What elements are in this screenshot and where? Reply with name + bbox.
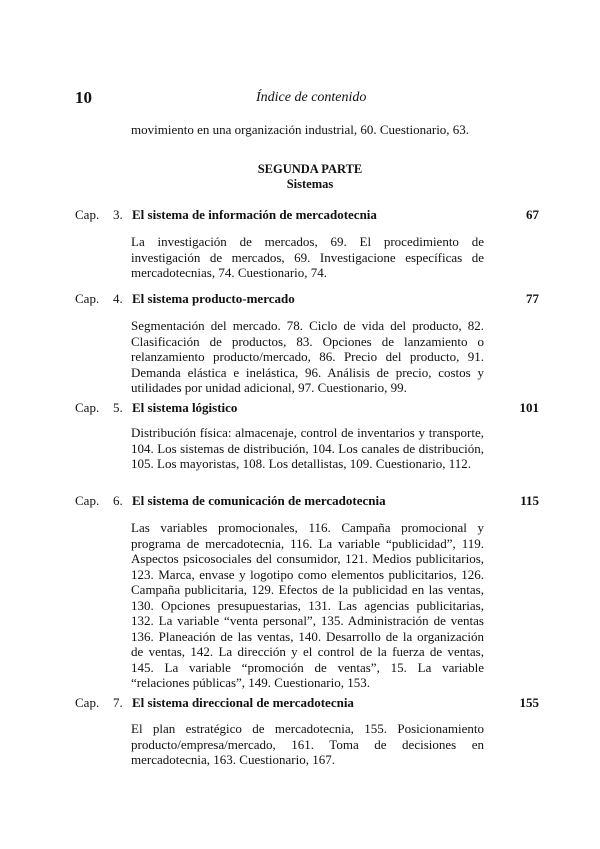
chapter-page: 155 [519,695,539,710]
chapter-title: El sistema de comunicación de mercadotecnia [132,493,386,508]
chapter-row [75,695,539,713]
page-number: 10 [75,88,92,107]
chapter-cap-label: Cap. [75,400,100,415]
chapter-contents: Segmentación del mercado. 78. Ciclo de vida del producto, 82. Clasificación de productos, 83. Opciones de lanzamiento o relanzamiento producto/mercado, 86. Precio del producto, 91. Demanda elástica e inelástica, 96. Análisis de precio, costos y utilidades por unidad adicional, 97. Cuestionario, 99. [131,318,484,395]
chapter-title: El sistema lógistico [132,400,238,415]
part-label: SEGUNDA PARTE [257,162,363,176]
chapter-title: El sistema producto-mercado [132,291,295,306]
chapter-row [75,207,539,225]
chapter-number: 7. [113,695,123,710]
intro-paragraph: movimiento en una organización industrial, 60. Cuestionario, 63. [131,122,470,137]
part-title: Sistemas [286,177,334,191]
chapter-page: 77 [526,291,539,306]
chapter-contents: La investigación de mercados, 69. El procedimiento de investigación de mercados, 69. Investigacione específicas de mercadotecnias, 74. Cuestionario, 74. [131,234,484,280]
chapter-page: 115 [520,493,539,508]
chapter-number: 5. [113,400,123,415]
chapter-row [75,400,539,418]
chapter-contents: Las variables promocionales, 116. Campaña promocional y programa de mercadotecnia, 116. La variable “publicidad”, 119. Aspectos psicosociales del consumidor, 121. Medios publicitarios, 123. Marca, envase y logotipo como elementos publicitarios, 126. Campaña publicitaria, 129. Efectos de la publicidad en las ventas, 130. Opciones presupuestarias, 131. Las agencias publicitarias, 132. La variable “venta personal”, 135. Administración de ventas 136. Planeación de las ventas, 140. Desarrollo de la organización de ventas, 142. La dirección y el control de la fuerza de ventas, 145. La variable “promoción de ventas”, 15. La variable “relaciones públicas”, 149. Cuestionario, 153. [131,520,484,690]
running-title: Índice de contenido [256,90,367,105]
chapter-cap-label: Cap. [75,291,100,306]
chapter-cap-label: Cap. [75,695,100,710]
chapter-cap-label: Cap. [75,493,100,508]
chapter-contents: Distribución física: almacenaje, control de inventarios y transporte, 104. Los sistemas de distribución, 104. Los canales de distribución, 105. Los mayoristas, 108. Los detallistas, 109. Cuestionario, 112. [131,425,484,471]
chapter-number: 3. [113,207,123,222]
chapter-row [75,493,539,511]
chapter-title: El sistema de información de mercadotecnia [132,207,377,222]
chapter-page: 67 [526,207,539,222]
chapter-row [75,291,539,309]
chapter-contents: El plan estratégico de mercadotecnia, 155. Posicionamiento producto/empresa/mercado, 161. Toma de decisiones en mercadotecnia, 163. Cuestionario, 167. [131,721,484,767]
chapter-page: 101 [519,400,539,415]
chapter-number: 6. [113,493,123,508]
chapter-cap-label: Cap. [75,207,100,222]
part-heading [200,162,420,192]
chapter-number: 4. [113,291,123,306]
chapter-title: El sistema direccional de mercadotecnia [132,695,354,710]
